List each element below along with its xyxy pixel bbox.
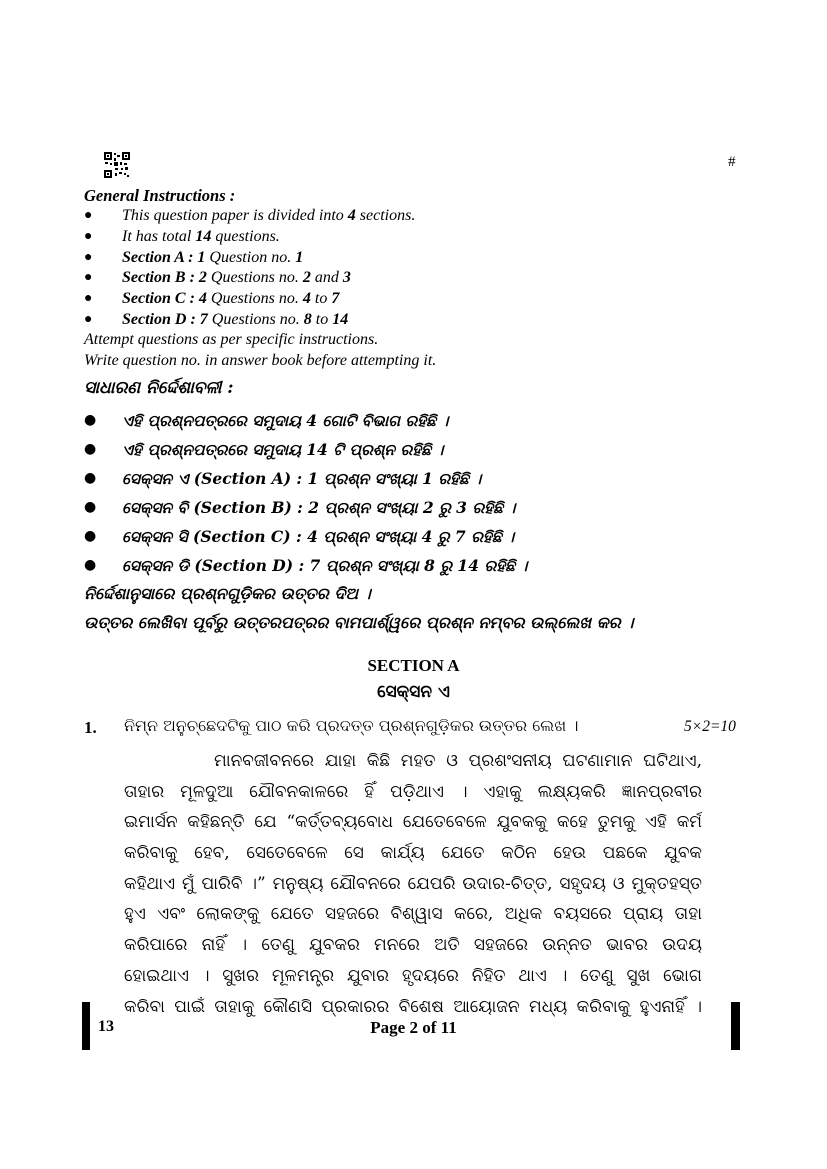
passage-line: କରିବା ପାଇଁ ତାହାକୁ କୌଣସି ପ୍ରକାରର ବିଶେଷ ଆୟୋଜନ ମଧ୍ୟ କରିବାକୁ ହୁଏନାହିଁ ।: [124, 996, 702, 1017]
bullet-icon: ●: [84, 311, 93, 327]
passage-line: ମାନବଜୀବନରେ ଯାହା କିଛି ମହତ ଓ ପ୍ରଶଂସନୀୟ ଘଟଣାମାନ ଘଟିଥାଏ,: [214, 751, 702, 771]
passage-line: କରିପାରେ ନାହିଁ । ତେଣୁ ଯୁବକର ମନରେ ଅତି ସହଜରେ ଉନ୍ନତ ଭାବର ଉଦୟ: [124, 935, 702, 956]
page-label: Page 2 of 11: [370, 1018, 457, 1037]
bullet-icon: ●: [84, 291, 93, 307]
question-text: ନିମ୍ନ ଅନୁଚ୍ଛେଦଟିକୁ ପାଠ କରି ପ୍ରଦତ୍ତ ପ୍ରଶ୍ନଗୁଡ଼ିକର ଉତ୍ତର ଲେଖ ।: [124, 716, 579, 735]
bullet-icon: ●: [84, 412, 97, 428]
page-marker: #: [728, 154, 736, 170]
bullet-icon: ●: [84, 441, 97, 457]
bullet-icon: ●: [84, 270, 93, 286]
passage-line: ଇମାର୍ସନ କହିଛନ୍ତି ଯେ “କର୍ତ୍ତବ୍ୟବୋଧ ଯେତେବେଳେ ଯୁବକକୁ କହେ ତୁମକୁ ଏହି କର୍ମ: [124, 812, 702, 833]
question-marks: 5×2=10: [684, 718, 736, 735]
question-number: 1.: [84, 718, 97, 737]
passage-line: ହୋଇଥାଏ । ସୁଖର ମୂଳମନ୍ତ୍ର ଯୁବାର ହୃଦୟରେ ନିହିତ ଥାଏ । ତେଣୁ ସୁଖ ଭୋଗ: [124, 965, 702, 986]
passage-line: ହୁଏ ଏବଂ ଲୋକଙ୍କୁ ଯେତେ ସହଜରେ ବିଶ୍ୱାସ କରେ, ଅଧିକ ବୟସରେ ପ୍ରାୟ ତାହା: [124, 904, 702, 925]
odia-instruction-note: ନିର୍ଦ୍ଦେଶାନୁସାରେ ପ୍ରଶ୍ନଗୁଡ଼ିକର ଉତ୍ତର ଦିଅ ।: [84, 584, 371, 603]
passage: [124, 746, 702, 1022]
instruction-note: Attempt questions as per specific instructions.: [84, 331, 379, 348]
passage-line: କରିବାକୁ ହେବ, ସେତେବେଳେ ସେ କାର୍ଯ୍ୟ ଯେତେ କଠିନ ହେଉ ପଛକେ ଯୁବକ: [124, 843, 702, 864]
bullet-icon: ●: [84, 499, 97, 515]
odia-instruction-note: ଉତ୍ତର ଲେଖିବା ପୂର୍ବରୁ ଉତ୍ତରପତ୍ରର ବାମପାର୍ଶ୍ୱରେ ପ୍ରଶ୍ନ ନମ୍ବର ଉଲ୍ଲେଖ କର ।: [84, 613, 634, 632]
footer-bar-right: [731, 1002, 740, 1050]
general-instructions-title: General Instructions :: [84, 186, 236, 205]
section-title: SECTION A: [367, 656, 460, 675]
odia-instructions-title: ସାଧାରଣ ନିର୍ଦ୍ଦେଶାବଳୀ :: [84, 378, 234, 398]
bullet-icon: ●: [84, 208, 93, 223]
bullet-icon: ●: [84, 228, 93, 244]
bullet-icon: ●: [84, 249, 93, 265]
footer-page-code: 13: [98, 1018, 114, 1035]
bullet-icon: ●: [84, 470, 97, 486]
instruction-note: Write question no. in answer book before attempting it.: [84, 352, 437, 369]
passage-line: ତାହାର ମୂଳଦୁଆ ଯୌବନକାଳରେ ହିଁ ପଡ଼ିଥାଏ । ଏହାକୁ ଲକ୍ଷ୍ୟକରି ଜ୍ଞାନପ୍ରବୀର: [124, 781, 702, 802]
bullet-icon: ●: [84, 557, 97, 573]
section-title-odia: ସେକ୍ସନ ଏ: [377, 682, 450, 702]
passage-line: କହିଥାଏ ମୁଁ ପାରିବି ।” ମନୁଷ୍ୟ ଯୌବନରେ ଯେପରି ଉଦାର-ଚିତ୍ତ, ସହୃଦୟ ଓ ମୁକ୍ତହସ୍ତ: [124, 873, 702, 894]
qr-code-icon: [104, 152, 130, 178]
bullet-icon: ●: [84, 528, 97, 544]
